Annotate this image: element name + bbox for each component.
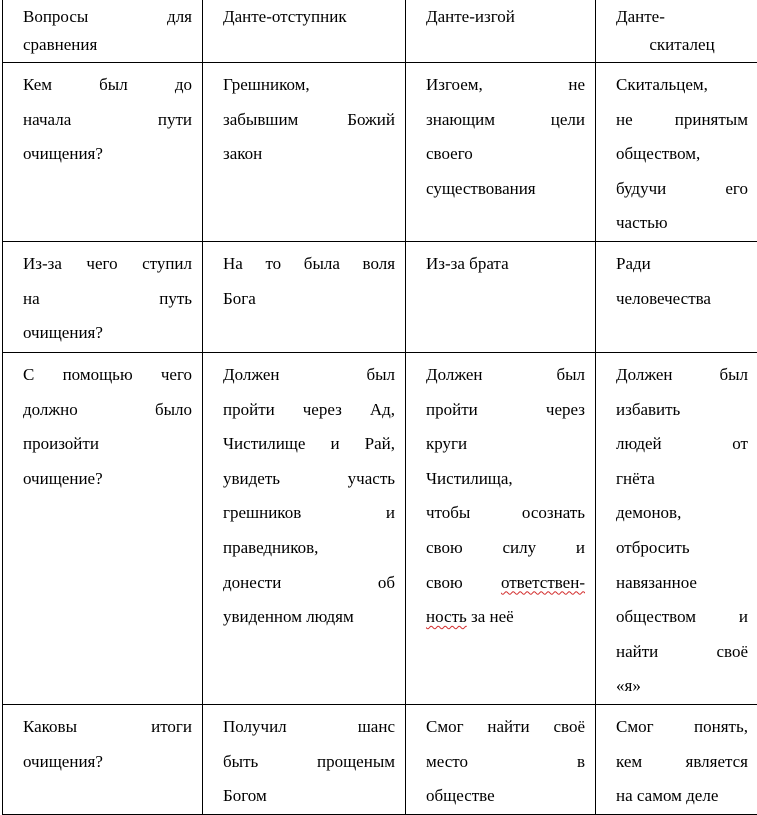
cell-line — [223, 531, 395, 566]
cell-word: самом — [637, 786, 682, 805]
cell-line — [616, 172, 748, 207]
cell-word: прощеным — [317, 752, 395, 771]
cell-word: в — [577, 752, 585, 771]
cell-line — [23, 103, 192, 138]
cell-word: На — [223, 254, 243, 273]
header-cell-questions — [3, 0, 203, 63]
cell-word: увиденном — [223, 607, 302, 626]
cell-word: существования — [426, 179, 536, 198]
cell-word: своё — [716, 642, 748, 661]
cell-line — [616, 531, 748, 566]
izgoy-cell — [406, 241, 596, 352]
cell-line — [426, 247, 585, 282]
cell-word: Ради — [616, 254, 651, 273]
cell-line — [616, 206, 748, 241]
question-cell — [3, 63, 203, 242]
cell-word: была — [304, 254, 340, 273]
cell-line — [223, 566, 395, 601]
cell-line — [616, 393, 748, 428]
cell-word: частью — [616, 213, 668, 232]
cell-word: пройти — [426, 400, 478, 419]
cell-line — [426, 531, 585, 566]
cell-line — [426, 358, 585, 393]
cell-line — [23, 710, 192, 745]
comparison-table — [2, 0, 757, 815]
cell-line — [23, 282, 192, 317]
cell-word: избавить — [616, 400, 680, 419]
cell-word: Бога — [223, 289, 256, 308]
cell-line — [616, 282, 748, 317]
cell-word: пути — [158, 110, 192, 129]
cell-word: цели — [551, 110, 585, 129]
cell-line — [426, 566, 585, 601]
header-otstupnik-label: Данте-отступник — [223, 7, 347, 26]
cell-word: чего — [161, 365, 192, 384]
skitalets-cell — [596, 241, 757, 352]
cell-line — [23, 316, 192, 351]
cell-word: своё — [553, 717, 585, 736]
cell-word: Из-за — [23, 254, 62, 273]
cell-word: Смог — [426, 717, 464, 736]
cell-word: людей — [616, 434, 662, 453]
cell-line — [426, 427, 585, 462]
header-cell-otstupnik — [203, 0, 406, 63]
cell-word: Чистилище — [223, 434, 305, 453]
cell-line — [426, 68, 585, 103]
header-cell-izgoy — [406, 0, 596, 63]
cell-word: был — [366, 365, 395, 384]
cell-word: на — [23, 289, 40, 308]
header-questions-line2: сравнения — [23, 35, 192, 55]
cell-line — [426, 462, 585, 497]
cell-line — [426, 172, 585, 207]
cell-word: обществе — [426, 786, 495, 805]
cell-word: очищения? — [23, 752, 103, 771]
cell-line — [23, 358, 192, 393]
cell-line — [23, 68, 192, 103]
cell-word: помощью — [63, 365, 133, 384]
cell-word: Ад, — [370, 400, 395, 419]
header-cell-skitalets — [596, 0, 757, 63]
cell-word: круги — [426, 434, 467, 453]
cell-word: закон — [223, 144, 262, 163]
cell-line — [426, 393, 585, 428]
cell-word: неё — [490, 607, 514, 626]
cell-word: Получил — [223, 717, 287, 736]
otstupnik-cell — [203, 241, 406, 352]
cell-word: увидеть — [223, 469, 280, 488]
cell-line — [223, 779, 395, 814]
cell-word: ность — [426, 607, 467, 626]
otstupnik-cell — [203, 352, 406, 704]
cell-line — [616, 247, 748, 282]
cell-word: Скитальцем, — [616, 75, 708, 94]
cell-word: является — [686, 752, 748, 771]
cell-word: место — [426, 752, 468, 771]
cell-word: и — [739, 607, 748, 626]
cell-word: через — [303, 400, 342, 419]
cell-line — [426, 710, 585, 745]
cell-line — [616, 103, 748, 138]
cell-line — [616, 566, 748, 601]
cell-word: на — [616, 786, 633, 805]
cell-word: найти — [616, 642, 658, 661]
cell-line — [223, 103, 395, 138]
skitalets-cell — [596, 704, 757, 814]
cell-word: и — [330, 434, 339, 453]
cell-word: навязанное — [616, 573, 697, 592]
izgoy-cell — [406, 352, 596, 704]
cell-line — [23, 462, 192, 497]
cell-line — [223, 600, 395, 635]
cell-word: Смог — [616, 717, 654, 736]
cell-word: Божий — [347, 110, 395, 129]
cell-line — [426, 600, 585, 635]
cell-line — [223, 745, 395, 780]
header-row — [3, 0, 757, 63]
cell-line — [223, 427, 395, 462]
cell-word: не — [568, 75, 585, 94]
cell-line — [23, 137, 192, 172]
cell-word: итоги — [151, 717, 192, 736]
cell-word: шанс — [358, 717, 395, 736]
cell-line — [426, 779, 585, 814]
cell-word: осознать — [522, 503, 585, 522]
cell-line — [616, 358, 748, 393]
cell-word: путь — [159, 289, 192, 308]
cell-line — [23, 247, 192, 282]
cell-line — [426, 137, 585, 172]
cell-word: донести — [223, 573, 281, 592]
cell-word: понять, — [694, 717, 748, 736]
cell-word: произойти — [23, 434, 99, 453]
question-cell — [3, 704, 203, 814]
izgoy-cell — [406, 63, 596, 242]
cell-word: об — [378, 573, 395, 592]
cell-word: быть — [223, 752, 258, 771]
cell-word: ступил — [142, 254, 192, 273]
cell-word: был — [719, 365, 748, 384]
izgoy-cell — [406, 704, 596, 814]
cell-line — [616, 600, 748, 635]
table-row — [3, 704, 757, 814]
cell-word: Должен — [223, 365, 280, 384]
question-cell — [3, 241, 203, 352]
cell-word: Кем — [23, 75, 52, 94]
cell-word: демонов, — [616, 503, 681, 522]
cell-word: гнёта — [616, 469, 655, 488]
cell-word: воля — [363, 254, 396, 273]
cell-line — [23, 427, 192, 462]
cell-line — [616, 779, 748, 814]
skitalets-cell — [596, 63, 757, 242]
cell-word: принятым — [675, 110, 748, 129]
cell-line — [23, 745, 192, 780]
cell-word: его — [725, 179, 748, 198]
cell-word: будучи — [616, 179, 666, 198]
cell-line — [223, 393, 395, 428]
cell-line — [616, 635, 748, 670]
cell-word: Должен — [426, 365, 483, 384]
cell-word: грешников — [223, 503, 301, 522]
cell-word: силу — [502, 538, 536, 557]
cell-word: обществом — [616, 607, 696, 626]
cell-word: кем — [616, 752, 642, 771]
cell-line — [616, 710, 748, 745]
cell-word: и — [576, 538, 585, 557]
cell-word: до — [175, 75, 192, 94]
cell-word: С — [23, 365, 34, 384]
cell-word: Грешником, — [223, 75, 310, 94]
cell-word: очищения? — [23, 144, 103, 163]
header-questions-word: Вопросы — [23, 0, 88, 35]
cell-word: должно — [23, 400, 78, 419]
cell-word: «я» — [616, 676, 641, 695]
cell-word: праведников, — [223, 538, 318, 557]
cell-word: своего — [426, 144, 473, 163]
cell-line — [616, 745, 748, 780]
cell-word: Чистилища, — [426, 469, 513, 488]
cell-word: очищение? — [23, 469, 103, 488]
cell-line — [223, 462, 395, 497]
cell-word: ответствен- — [501, 573, 585, 592]
cell-word: Каковы — [23, 717, 77, 736]
cell-word: знающим — [426, 110, 495, 129]
cell-line — [616, 496, 748, 531]
cell-word: Богом — [223, 786, 267, 805]
cell-line — [616, 427, 748, 462]
header-skitalets-line2: скиталец — [616, 35, 748, 55]
cell-word: отбросить — [616, 538, 690, 557]
cell-line — [223, 68, 395, 103]
cell-line — [223, 247, 395, 282]
cell-word: начала — [23, 110, 71, 129]
cell-line — [223, 137, 395, 172]
cell-word: людям — [306, 607, 354, 626]
cell-line — [426, 103, 585, 138]
cell-word: деле — [686, 786, 718, 805]
cell-word: чтобы — [426, 503, 470, 522]
question-cell — [3, 352, 203, 704]
cell-word: за — [471, 607, 485, 626]
cell-word: забывшим — [223, 110, 298, 129]
cell-word: и — [386, 503, 395, 522]
cell-word: через — [546, 400, 585, 419]
cell-word: Должен — [616, 365, 673, 384]
cell-line — [616, 462, 748, 497]
table-row — [3, 241, 757, 352]
otstupnik-cell — [203, 63, 406, 242]
cell-word: свою — [426, 538, 463, 557]
cell-line — [616, 68, 748, 103]
cell-word: Изгоем, — [426, 75, 483, 94]
cell-word: чего — [86, 254, 117, 273]
cell-word: найти — [487, 717, 529, 736]
table-row — [3, 352, 757, 704]
header-izgoy-label: Данте-изгой — [426, 7, 515, 26]
cell-word: очищения? — [23, 323, 103, 342]
cell-line — [223, 358, 395, 393]
table-row — [3, 63, 757, 242]
cell-word: человечества — [616, 289, 711, 308]
cell-line — [616, 669, 748, 704]
cell-line — [426, 745, 585, 780]
cell-word: участь — [348, 469, 395, 488]
otstupnik-cell — [203, 704, 406, 814]
cell-line — [223, 282, 395, 317]
cell-line — [426, 496, 585, 531]
cell-word: пройти — [223, 400, 275, 419]
cell-word: от — [732, 434, 748, 453]
cell-line — [223, 496, 395, 531]
cell-line — [616, 137, 748, 172]
skitalets-cell — [596, 352, 757, 704]
cell-word: был — [556, 365, 585, 384]
cell-word: Рай, — [365, 434, 395, 453]
cell-word: то — [265, 254, 281, 273]
cell-word: не — [616, 110, 633, 129]
cell-word: Из-за — [426, 254, 465, 273]
header-skitalets-line1: Данте- — [616, 0, 748, 35]
cell-line — [23, 393, 192, 428]
cell-line — [223, 710, 395, 745]
cell-word: брата — [469, 254, 508, 273]
cell-word: был — [99, 75, 128, 94]
cell-word: свою — [426, 573, 463, 592]
header-questions-word2: для — [167, 0, 192, 35]
cell-word: обществом, — [616, 144, 700, 163]
cell-word: было — [155, 400, 192, 419]
